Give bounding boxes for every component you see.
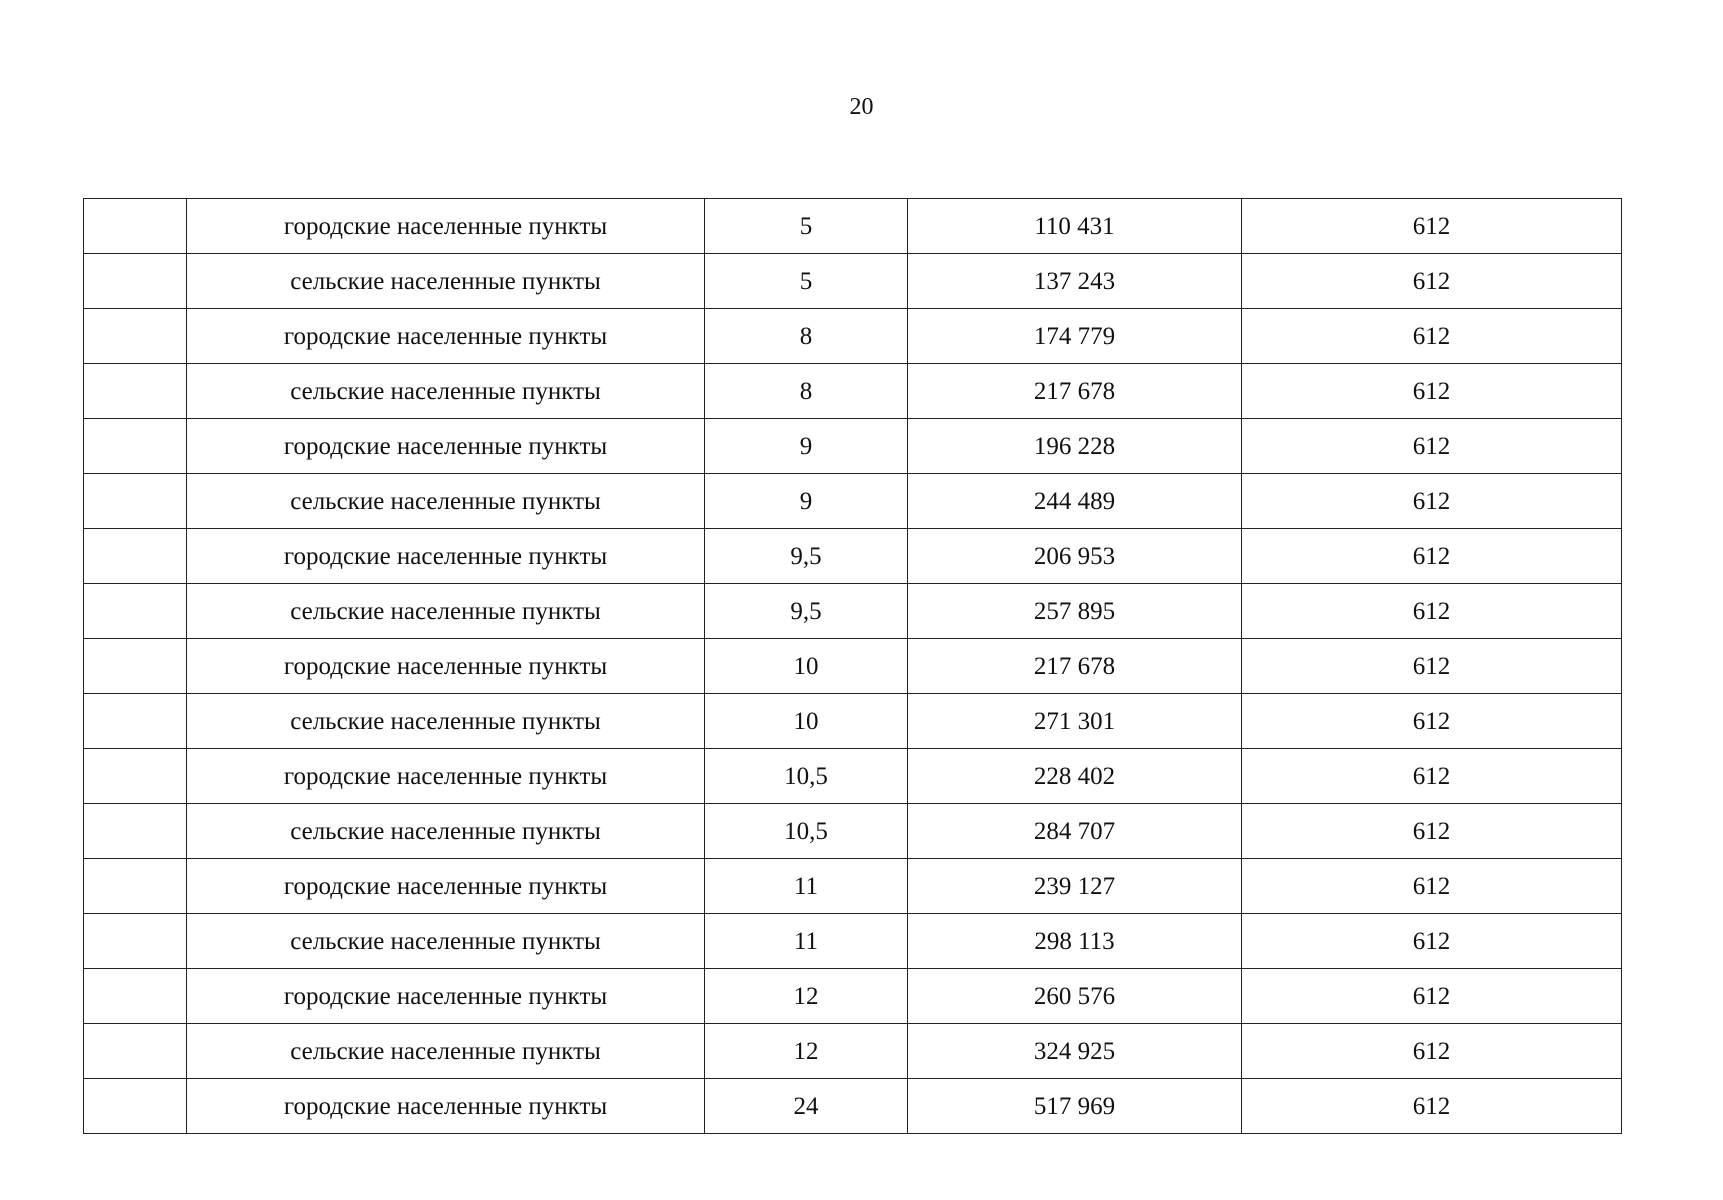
data-table-container (83, 198, 1621, 1134)
code-cell: 612 (1242, 529, 1622, 584)
settlement-type-cell: городские населенные пункты (187, 1079, 705, 1134)
table-row (84, 969, 1622, 1024)
code-cell: 612 (1242, 969, 1622, 1024)
table-row (84, 419, 1622, 474)
coefficient-cell: 10,5 (705, 749, 908, 804)
row-number-cell (84, 254, 187, 309)
code-cell: 612 (1242, 199, 1622, 254)
coefficient-cell: 5 (705, 199, 908, 254)
coefficient-cell: 10,5 (705, 804, 908, 859)
settlement-type-cell: городские населенные пункты (187, 969, 705, 1024)
amount-cell: 174 779 (908, 309, 1242, 364)
amount-cell: 137 243 (908, 254, 1242, 309)
row-number-cell (84, 694, 187, 749)
table-row (84, 364, 1622, 419)
table-row (84, 1079, 1622, 1134)
amount-cell: 260 576 (908, 969, 1242, 1024)
coefficient-cell: 10 (705, 694, 908, 749)
row-number-cell (84, 309, 187, 364)
amount-cell: 217 678 (908, 364, 1242, 419)
code-cell: 612 (1242, 419, 1622, 474)
settlement-type-cell: городские населенные пункты (187, 199, 705, 254)
code-cell: 612 (1242, 639, 1622, 694)
code-cell: 612 (1242, 254, 1622, 309)
data-table (83, 198, 1622, 1134)
row-number-cell (84, 474, 187, 529)
row-number-cell (84, 749, 187, 804)
amount-cell: 239 127 (908, 859, 1242, 914)
amount-cell: 206 953 (908, 529, 1242, 584)
settlement-type-cell: сельские населенные пункты (187, 694, 705, 749)
row-number-cell (84, 804, 187, 859)
table-row (84, 914, 1622, 969)
amount-cell: 517 969 (908, 1079, 1242, 1134)
page-number: 20 (849, 94, 874, 120)
code-cell: 612 (1242, 364, 1622, 419)
coefficient-cell: 9,5 (705, 584, 908, 639)
row-number-cell (84, 364, 187, 419)
coefficient-cell: 9,5 (705, 529, 908, 584)
code-cell: 612 (1242, 584, 1622, 639)
settlement-type-cell: сельские населенные пункты (187, 584, 705, 639)
table-row (84, 694, 1622, 749)
settlement-type-cell: городские населенные пункты (187, 419, 705, 474)
coefficient-cell: 8 (705, 309, 908, 364)
amount-cell: 284 707 (908, 804, 1242, 859)
amount-cell: 244 489 (908, 474, 1242, 529)
coefficient-cell: 11 (705, 859, 908, 914)
table-row (84, 749, 1622, 804)
settlement-type-cell: сельские населенные пункты (187, 1024, 705, 1079)
table-row (84, 1024, 1622, 1079)
amount-cell: 228 402 (908, 749, 1242, 804)
coefficient-cell: 12 (705, 1024, 908, 1079)
row-number-cell (84, 914, 187, 969)
code-cell: 612 (1242, 914, 1622, 969)
table-row (84, 529, 1622, 584)
coefficient-cell: 9 (705, 474, 908, 529)
code-cell: 612 (1242, 309, 1622, 364)
row-number-cell (84, 584, 187, 639)
table-row (84, 804, 1622, 859)
row-number-cell (84, 859, 187, 914)
amount-cell: 298 113 (908, 914, 1242, 969)
settlement-type-cell: городские населенные пункты (187, 639, 705, 694)
coefficient-cell: 11 (705, 914, 908, 969)
table-row (84, 859, 1622, 914)
row-number-cell (84, 529, 187, 584)
coefficient-cell: 8 (705, 364, 908, 419)
settlement-type-cell: сельские населенные пункты (187, 364, 705, 419)
table-row (84, 474, 1622, 529)
amount-cell: 257 895 (908, 584, 1242, 639)
row-number-cell (84, 199, 187, 254)
settlement-type-cell: городские населенные пункты (187, 749, 705, 804)
coefficient-cell: 9 (705, 419, 908, 474)
settlement-type-cell: городские населенные пункты (187, 529, 705, 584)
settlement-type-cell: сельские населенные пункты (187, 474, 705, 529)
settlement-type-cell: городские населенные пункты (187, 859, 705, 914)
coefficient-cell: 10 (705, 639, 908, 694)
code-cell: 612 (1242, 694, 1622, 749)
code-cell: 612 (1242, 749, 1622, 804)
code-cell: 612 (1242, 859, 1622, 914)
row-number-cell (84, 969, 187, 1024)
settlement-type-cell: сельские населенные пункты (187, 254, 705, 309)
code-cell: 612 (1242, 1079, 1622, 1134)
coefficient-cell: 5 (705, 254, 908, 309)
code-cell: 612 (1242, 474, 1622, 529)
coefficient-cell: 24 (705, 1079, 908, 1134)
table-row (84, 309, 1622, 364)
row-number-cell (84, 419, 187, 474)
table-row (84, 639, 1622, 694)
code-cell: 612 (1242, 804, 1622, 859)
settlement-type-cell: сельские населенные пункты (187, 804, 705, 859)
amount-cell: 110 431 (908, 199, 1242, 254)
code-cell: 612 (1242, 1024, 1622, 1079)
table-row (84, 199, 1622, 254)
amount-cell: 324 925 (908, 1024, 1242, 1079)
table-row (84, 254, 1622, 309)
table-body (84, 199, 1622, 1134)
row-number-cell (84, 1079, 187, 1134)
settlement-type-cell: городские населенные пункты (187, 309, 705, 364)
amount-cell: 196 228 (908, 419, 1242, 474)
coefficient-cell: 12 (705, 969, 908, 1024)
row-number-cell (84, 639, 187, 694)
table-row (84, 584, 1622, 639)
amount-cell: 217 678 (908, 639, 1242, 694)
row-number-cell (84, 1024, 187, 1079)
amount-cell: 271 301 (908, 694, 1242, 749)
settlement-type-cell: сельские населенные пункты (187, 914, 705, 969)
